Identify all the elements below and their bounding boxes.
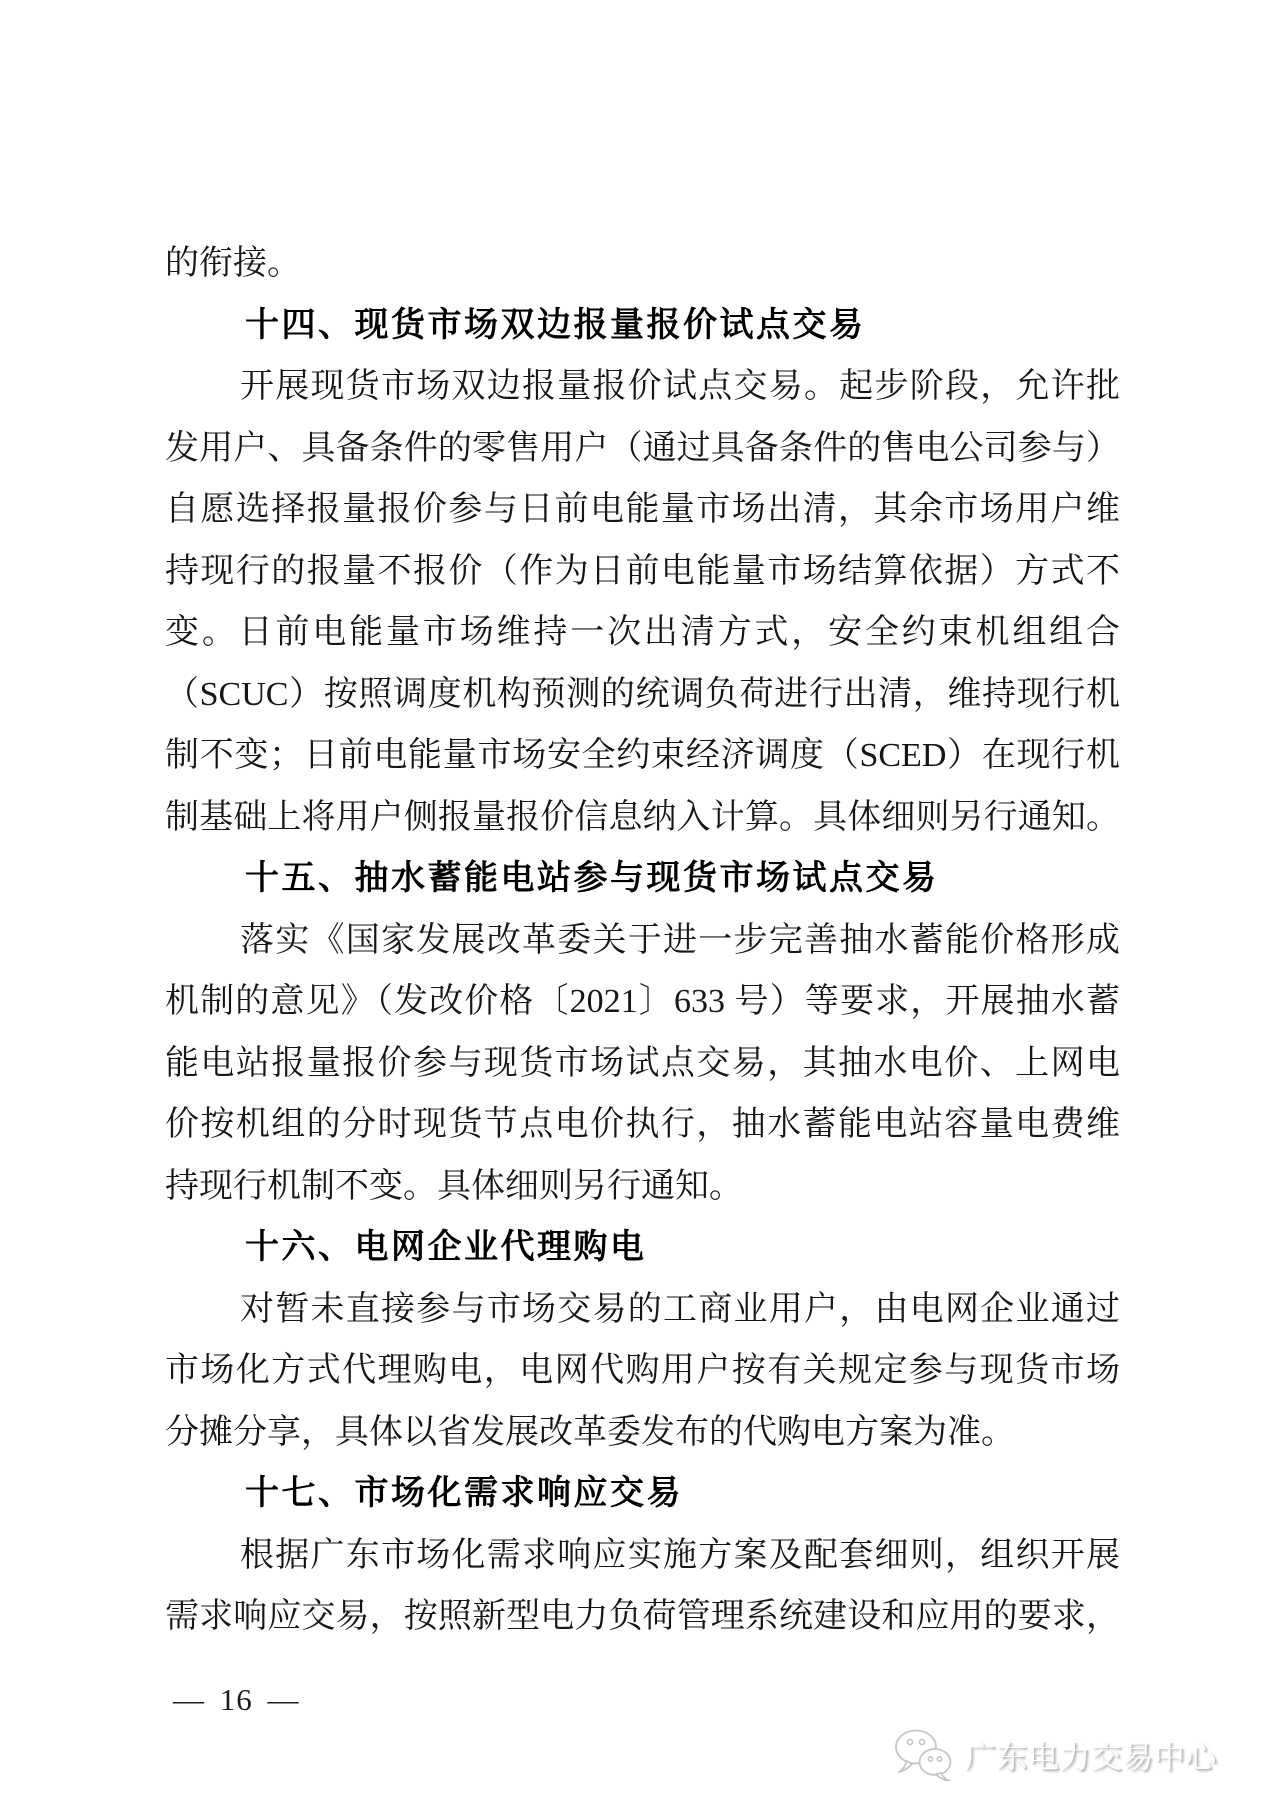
page-number: — 16 — [173,1682,300,1717]
body-text-line: 发用户、具备条件的零售用户（通过具备条件的售电公司参与） [165,429,1120,467]
body-text-line: 自愿选择报量报价参与日前电能量市场出清，其余市场用户维 [165,491,1120,528]
body-text-line: 需求响应交易，按照新型电力负荷管理系统建设和应用的要求， [165,1598,1120,1635]
section-heading: 十六、电网企业代理购电 [245,1228,647,1266]
document-body [165,233,1120,1648]
body-text-line: 价按机组的分时现货节点电价执行，抽水蓄能电站容量电费维 [165,1106,1120,1143]
wechat-watermark [893,1726,1217,1782]
body-text-line: 变。日前电能量市场维持一次出清方式，安全约束机组组合 [165,614,1120,651]
body-text-line: 能电站报量报价参与现货市场试点交易，其抽水电价、上网电 [165,1044,1120,1082]
body-text-line: 对暂未直接参与市场交易的工商业用户，由电网企业通过 [240,1290,1120,1328]
body-text-line: （SCUC）按照调度机构预测的统调负荷进行出清，维持现行机 [165,675,1120,713]
body-text-line: 分摊分享，具体以省发展改革委发布的代购电方案为准。 [165,1413,1015,1451]
section-heading: 十五、抽水蓄能电站参与现货市场试点交易 [245,859,939,897]
body-text-line: 制基础上将用户侧报量报价信息纳入计算。具体细则另行通知。 [165,798,1120,836]
section-heading: 十四、现货市场双边报量报价试点交易 [245,305,866,344]
body-text-line: 制不变；日前电能量市场安全约束经济调度（SCED）在现行机 [165,737,1120,774]
body-text-line: 市场化方式代理购电，电网代购用户按有关规定参与现货市场 [165,1352,1120,1389]
body-text-line: 机制的意见》（发改价格〔2021〕633 号）等要求，开展抽水蓄 [165,983,1120,1020]
wechat-icon [893,1727,953,1781]
watermark-label: 广东电力交易中心 [965,1739,1217,1775]
body-text-line: 的衔接。 [165,245,301,282]
body-text-line: 持现行的报量不报价（作为日前电能量市场结算依据）方式不 [165,552,1120,590]
body-text-line: 根据广东市场化需求响应实施方案及配套细则，组织开展 [240,1536,1120,1574]
body-text-line: 落实《国家发展改革委关于进一步完善抽水蓄能价格形成 [240,921,1120,959]
body-text-line: 持现行机制不变。具体细则另行通知。 [165,1167,743,1205]
section-heading: 十七、市场化需求响应交易 [245,1474,683,1512]
body-text-line: 开展现货市场双边报量报价试点交易。起步阶段，允许批 [240,368,1120,405]
